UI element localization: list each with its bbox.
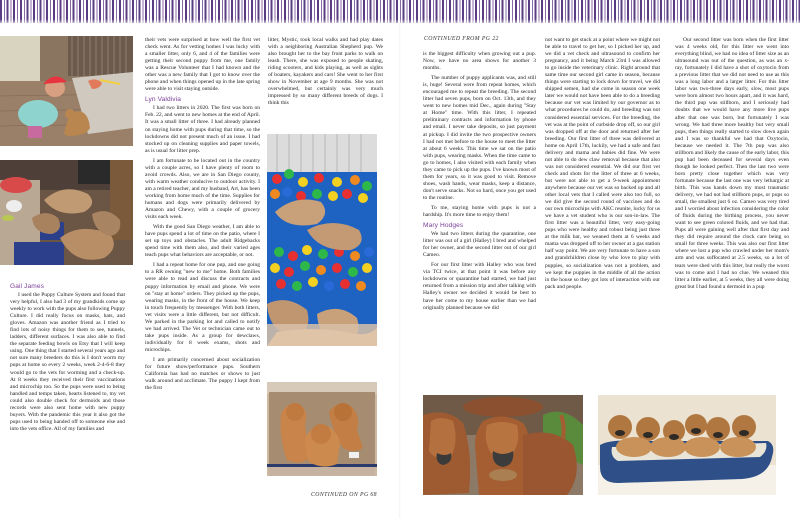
decorative-stripe-header [0, 0, 800, 23]
article-paragraph: I am fortunate to be located out in the country with a couple acres, so I have plenty of room to avoid crowds. Also, we are in San Diego county, with warm weather conducive to outdoor activity. I am a retired teacher, and my husband, Art, has been working from home much of the time. Supplies for humans and dogs were primarily delivered by Amazon and Chewy, with a couple of grocery visits each week. [145, 157, 260, 221]
author-byline: Lyn Valdivia [145, 96, 182, 104]
article-paragraph: is the biggest difficulty when growing out a pup. Now, we have no area shows for another 3 months. [423, 51, 536, 72]
article-paragraph: their vets were surprised at how well the first vet check went. As for vetting homes I was lucky with a smaller litter, only 6, and 4 of the families were getting their second puppy from me, one family was a Rescue Volunteer that I had known and the other was a new family that I got to know over the phone and when things opened up in the late spring were able to visit staying outside. [145, 37, 260, 93]
page-gutter [399, 23, 401, 518]
litter-in-blue-dog-bed-photo [598, 395, 776, 495]
article-paragraph: I had two litters in 2020. The first was born on Feb. 22, and went to new homes at the end of April. It was a small litter of three. I had already planned on staying home with pups during that time, so the lockdowns did not present much of an issue. I had stocked up on cleaning supplies and paper towels, as is usual for litter prep. [145, 105, 260, 154]
article-column [423, 51, 536, 315]
article-paragraph: I used the Puppy Culture System and found that very helpful, I also had 3 of my grandkids come up weekly to work with the pups also following Puppy Culture. I did really focus on masks, hats, and gloves. Amazon was another friend as I tried to find lots of noisy things for them to see, tunnels, ladders, different surfaces. I was also able to find the separate feeding bowls on Etsy that I will keep using. One thing that I started several years ago and not sure many breeders do this is I don't worm my pups at home so every 2 weeks, week 2-4-6-8 they would go to the vets for worming and a check-up. At 8 weeks they received their first vaccinations and microchip too. So the pups were used to being handled and temps taken, hearts listened to, my vet could also double check for dermoids and those records were also sent home with new puppy buyers. With the pandemic this year it also got the pups used to being handed off to someone else and into the vets office. All of my families and [10, 292, 125, 432]
article-paragraph: I am primarily concerned about socialization for future show/performance pups. Southern California has had no matches or shows to just walk around and acclimate. The puppy I kept from the first [145, 356, 260, 392]
article-column [268, 37, 383, 110]
article-paragraph: With the good San Diego weather, I am able to have pups spend a lot of time on the patio, where I set up toys and obstacles. The adult Ridgebacks spend time with them also, and their varied ages teach pups what behaviors are acceptable, or not. [145, 224, 260, 259]
article-paragraph: litter, Mystic, took local walks and had play dates with a neighboring Australian Shepherd pup. We also brought her to the bay front parks to walk on leash. There, she was exposed to people skating, riding scooters, and kids playing, as well as sights of boaters, kayakers and cars! She went to her first show in November at age 9 months. She was not overwhelmed, but certainly was very much impressed by so many different breeds of dogs. I think this [268, 37, 383, 107]
article-paragraph: Our second litter was born when the first litter was 4 weeks old, for this litter we went into everything blind, we had no idea of litter size as an ultrasound was out of the question, as was an x-ray, fortunately I did have a shot of oxytocin from a previous litter that we did not need to use as this was a long labor and a larger litter. For this litter labor was two-three days early, slow, most pups were born almost two hours apart, and it was hard, the third pup was stillborn, and I seriously had doubts that we would have any more live pups after that one was born, but fortunately I was wrong. We had three more healthy but very small pups, then things really started to slow down again and I was so thankful we had that Oxytocin, because we needed it. The 7th pup was also stillborn and likely the cause of the early labor, this pup had been deceased for several days even though he looked perfect. Then the last two were born pretty close together which was very fortunate because the last one was very lethargic at birth. This was hands down my most traumatic delivery, we had not had stillborn pups, or pups so small, the smallest just 6 oz. Cameo was very tired and I worried about infection considering the color of fluids during the birthing process, you never want to see green colored fluids, and we had that. Pups all were gaining well after that first day and they did require around the clock care being so small for three weeks. This was also our first litter where we lost a pup who crawled under her mom's arm and was suffocated at 2.5 weeks, so a lot of tears were shed with this litter, but really the worst was to come and I had no clue. We weaned this litter a little earlier, at 5 weeks, they all were doing great but I had found a dermoid in a pup [675, 37, 789, 290]
two-ridgeback-puppies-outdoors-photo [423, 395, 583, 495]
puppies-on-steps-photo [0, 160, 133, 265]
article-paragraph: To me, staying home with pups is not a hardship. It's more time to enjoy them! [423, 204, 536, 219]
article-paragraph: I had a repeat home for one pup, and one going to a RR owning "new to me" home. Both families were able to read and discuss the contracts and puppy information by email and phone. We were on "stay at home" orders. They picked up the pups, wearing masks, in the front of the house. We keep in touch frequently by messenger. With both litters, vet visits were a little different, but not difficult. We parked in the parking lot and called to notify we had arrived. The Vet or technician came out to take pups inside. As a group for dewclaws, individually for 8 week exams, shots and microchips. [145, 262, 260, 353]
girl-with-puppy-photo [0, 36, 133, 146]
article-paragraph: For our first litter with Halley who was bred via TCI twice, at that point it was before any lockdowns or quarantine had started, we had just returned from a mission trip and after talking with Halley's owner we decided it would be best to have her come to my house earlier than we had originally planned because we did [423, 262, 536, 311]
author-byline: Mary Hodges [423, 222, 464, 230]
article-paragraph: We had two litters during the quarantine, one litter was out of a girl (Halley) I bred and whelped for her owner, and the second litter out of our girl Cameo. [423, 231, 536, 259]
puppies-in-ball-pit-photo [267, 134, 377, 346]
continued-on-label: CONTINUED ON PG 68 [311, 492, 377, 498]
author-byline: Gail James [10, 283, 44, 290]
article-paragraph: not want to get stuck at a point where we might not be able to travel to get her, so I picked her up, and we did a vet check and ultrasound to confirm her pregnancy, and it being March 23rd I was allowed to go inside the veterinary clinic. Right around that same time our second girl came in season, because things were starting to lock down for travel, we did shipped semen, had she come in season one week later we would not have been able to do a breeding because our vet was limited by our governor as to what procedures he could do, and breeding was not considered essential services. For the breeding, the vet was at the point of curbside drop off, so our girl was dropped off at the door and returned after her breeding. Our first litter of three was delivered at home on April 17th, luckily, we had a safe and fast delivery and mama and babies did fine. We were not able to do dew claw removal because that also was not considered essential. We did our first vet check and shots for the litter of three at 6 weeks, but were not able to get a 9-week appointment anywhere because our vet was so backed up and all other local vets that I called were also too full, so we did give the second round of vaccines and do our own microchips with AKC reunite, lucky for us we have a vet student who is our son-in-law. The first litter was a beautiful litter, very easy-going pups who were healthy and robust being just three at the milk bar, we weaned them at 6 weeks and mama was dropped off to her owner at a gas station half way point. We are very fortunate to have a son and grandchildren close by who love to play with puppies, so socialization was not a problem, and we kept the puppies in the middle of all the action in the house so they got lots of interaction with our pack and people. [545, 37, 660, 290]
three-puppies-on-cot-photo [267, 382, 377, 476]
article-column [145, 37, 260, 395]
continued-from-label: CONTINUED FROM PG 22 [424, 36, 499, 42]
article-paragraph: The number of puppy applicants was, and still is, huge! Several were from repeat homes, which encouraged me to repeat the breeding. The second litter had seven pups, born on Oct. 13th, and they went to new homes mid Dec., again during "Stay at Home" time. With this litter, I repeated preliminary contracts and information by phone and email. I never take deposits, so just payment at pickup. I did invite the two prospective owners I had not met before to the house to meet the litter at about 6 weeks. This time we sat on the patio with pups, wearing masks. When the time came to go to homes, I also visited with each family when they came to pick up the pups. I've known most of them for years, so it was good to visit. Remove shoes, wash hands, wear masks, keep a distance, don't serve snacks. Not so hard, once you get used to the routine. [423, 75, 536, 201]
article-column [675, 37, 789, 294]
article-column [10, 283, 125, 436]
article-column [545, 37, 660, 294]
